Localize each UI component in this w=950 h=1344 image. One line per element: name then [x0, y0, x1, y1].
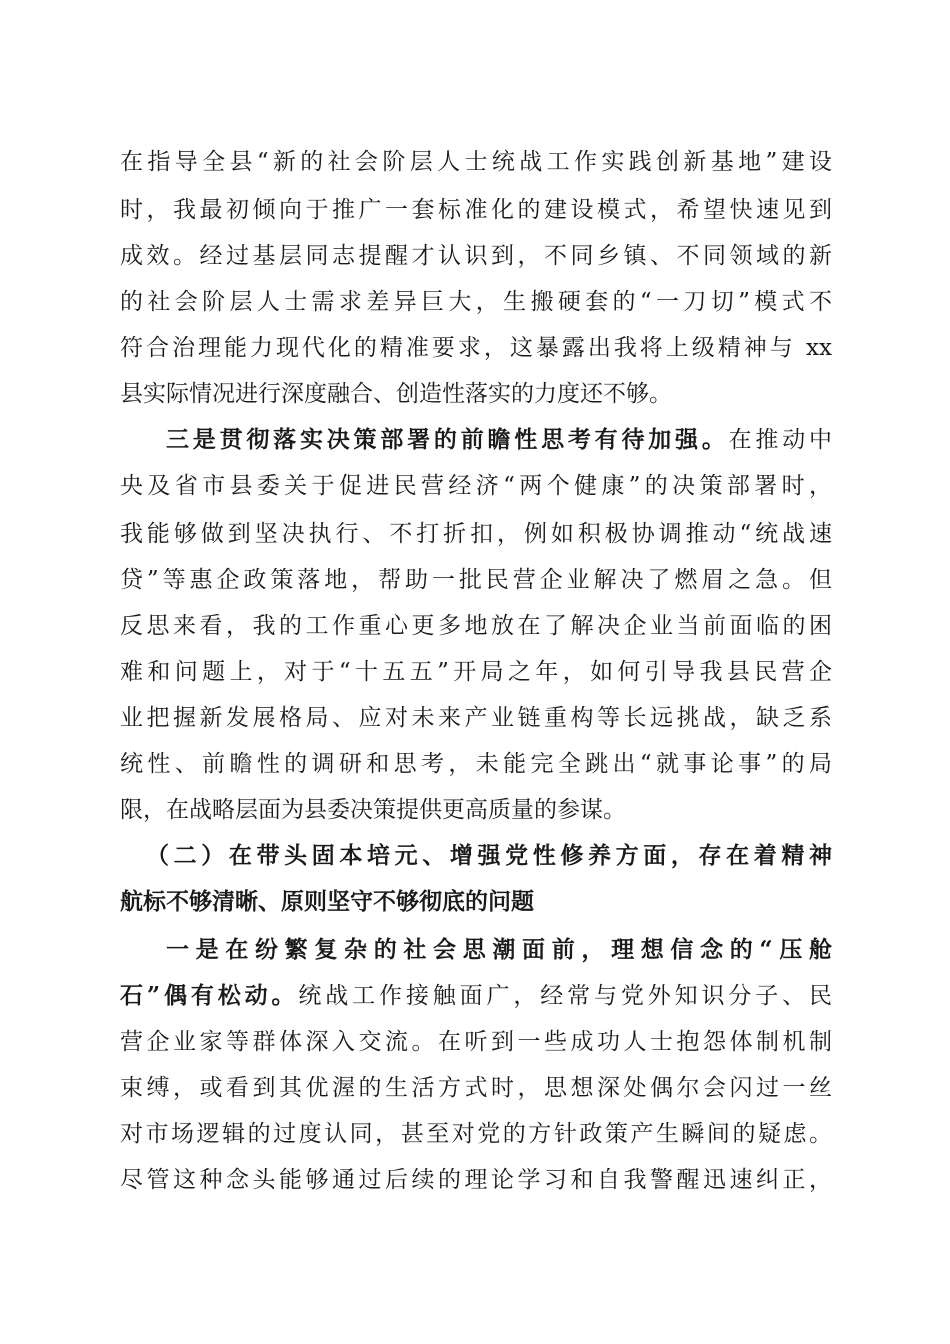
text-line-11: 反思来看，我的工作重心更多地放在了解决企业当前面临的困: [120, 613, 832, 639]
text-line-24: 尽管这种念头能够通过后续的理论学习和自我警醒迅速纠正，: [120, 1167, 832, 1193]
text-line-8: 央及省市县委关于促进民营经济“两个健康”的决策部署时，: [120, 473, 832, 499]
subpoint-heading-one-line-2: 石”偶有松动。: [120, 982, 299, 1009]
text-line-4: 的社会阶层人士需求差异巨大，生搬硬套的“一刀切”模式不: [120, 289, 832, 315]
text-line-5: 符合治理能力现代化的精准要求，这暴露出我将上级精神与 xx: [120, 335, 832, 361]
text-line-1: 在指导全县“新的社会阶层人士统战工作实践创新基地”建设: [120, 149, 832, 175]
text-line-13: 业把握新发展格局、应对未来产业链重构等长远挑战，缺乏系: [120, 705, 832, 731]
text-line-9: 我能够做到坚决执行、不打折扣，例如积极协调推动“统战速: [120, 521, 832, 547]
paragraph-line: [120, 976, 832, 1016]
text-line-3: 成效。经过基层同志提醒才认识到，不同乡镇、不同领域的新: [120, 243, 832, 269]
text-line-7-tail: 在推动中: [728, 427, 833, 453]
text-line-2: 时，我最初倾向于推广一套标准化的建设模式，希望快速见到: [120, 197, 832, 223]
text-line-21: 营企业家等群体深入交流。在听到一些成功人士抱怨体制机制: [120, 1029, 832, 1055]
text-line-6: 县实际情况进行深度融合、创造性落实的力度还不够。: [120, 381, 672, 407]
subpoint-heading-one-line-1: 一是在纷繁复杂的社会思潮面前，理想信念的“压舱: [166, 936, 832, 963]
text-line-14: 统性、前瞻性的调研和思考，未能完全跳出“就事论事”的局: [120, 751, 832, 777]
text-line-12: 难和问题上，对于“十五五”开局之年，如何引导我县民营企: [120, 659, 832, 685]
section-heading-two-line-2: 航标不够清晰、原则坚守不够彻底的问题: [120, 888, 534, 915]
text-line-20-tail: 统战工作接触面广，经常与党外知识分子、民: [298, 983, 832, 1009]
paragraph-lead-line: [166, 420, 832, 460]
text-line-22: 束缚，或看到其优渥的生活方式时，思想深处偶尔会闪过一丝: [120, 1075, 832, 1101]
section-heading-two-line-1: （二）在带头固本培元、增强党性修养方面，存在着精神: [146, 842, 832, 869]
text-line-10: 贷”等惠企政策落地，帮助一批民营企业解决了燃眉之急。但: [120, 567, 832, 593]
subpoint-heading-three: 三是贯彻落实决策部署的前瞻性思考有待加强。: [166, 426, 729, 453]
text-line-23: 对市场逻辑的过度认同，甚至对党的方针政策产生瞬间的疑虑。: [120, 1121, 832, 1147]
text-line-15: 限，在战略层面为县委决策提供更高质量的参谋。: [120, 797, 626, 823]
